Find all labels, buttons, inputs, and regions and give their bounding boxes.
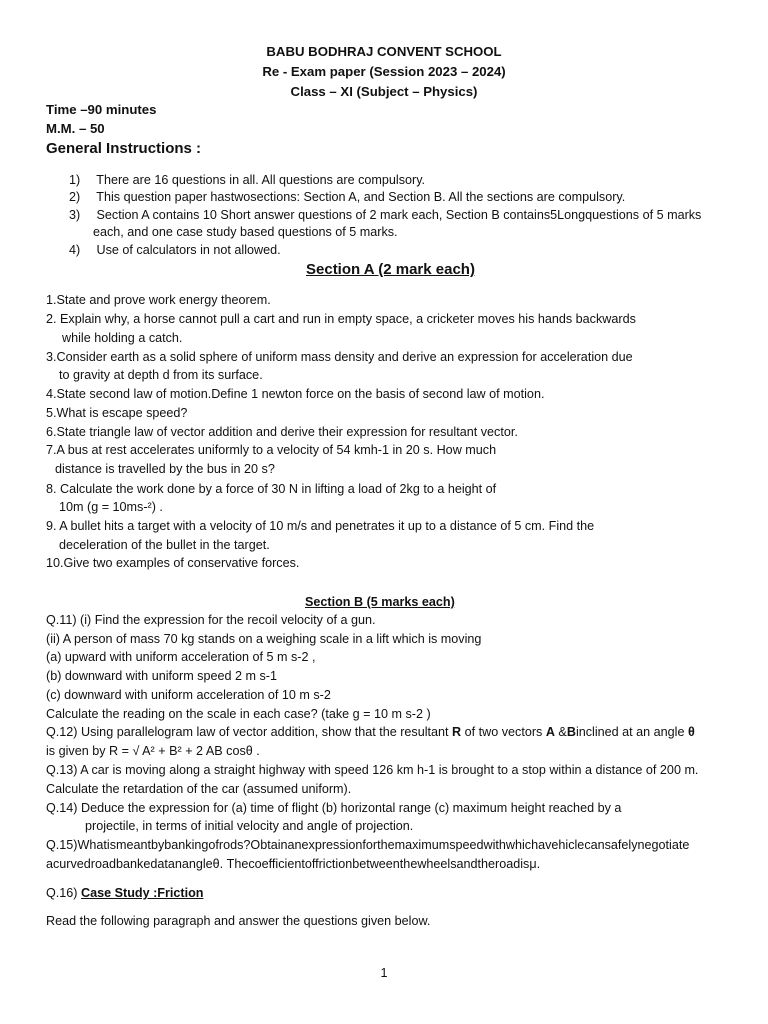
- instruction-text-continued: each, and one case study based questions of 5 marks.: [93, 225, 398, 239]
- q12-text: of two vectors: [461, 725, 546, 739]
- question-line: acurvedroadbankedatanangleθ. Thecoefficientoffrictionbetweenthewheelsandtheroadisμ.: [46, 857, 541, 871]
- q12-text: &: [554, 725, 567, 739]
- school-name: BABU BODHRAJ CONVENT SCHOOL: [266, 44, 502, 59]
- q12-text: inclined at an angle: [575, 725, 688, 739]
- page-number: 1: [380, 966, 388, 980]
- class-subject: Class – XI (Subject – Physics): [290, 84, 478, 99]
- question-line: (b) downward with uniform speed 2 m s-1: [46, 669, 277, 683]
- instruction-number: 2): [69, 190, 81, 204]
- question-line: 2. Explain why, a horse cannot pull a cart and run in empty space, a cricketer moves his hands backwards: [46, 312, 636, 326]
- question-line: projectile, in terms of initial velocity and angle of projection.: [85, 819, 414, 833]
- instruction-number: 4): [69, 243, 81, 257]
- question-line: 10.Give two examples of conservative forces.: [46, 556, 300, 570]
- case-study-title: Case Study :Friction: [81, 886, 204, 900]
- vector-b: B: [566, 725, 576, 739]
- instruction-item: [69, 172, 425, 188]
- question-line: Q.15)Whatismeantbybankingofrods?Obtainanexpressionforthemaximumspeedwithwhichavehiclecansafelynegotiate: [46, 838, 690, 852]
- question-line: (ii) A person of mass 70 kg stands on a weighing scale in a lift which is moving: [46, 632, 482, 646]
- question-line: 8. Calculate the work done by a force of 30 N in lifting a load of 2kg to a height of: [46, 482, 497, 496]
- case-study-text: Read the following paragraph and answer the questions given below.: [46, 914, 431, 928]
- question-line: Calculate the retardation of the car (assumed uniform).: [46, 782, 352, 796]
- resultant-formula: is given by R = √ A² + B² + 2 AB cos: [46, 744, 246, 758]
- question-line: 6.State triangle law of vector addition and derive their expression for resultant vector.: [46, 425, 518, 439]
- question-line: 1.State and prove work energy theorem.: [46, 293, 271, 307]
- question-line: 4.State second law of motion.Define 1 newton force on the basis of second law of motion.: [46, 387, 545, 401]
- question-line: to gravity at depth d from its surface.: [59, 368, 263, 382]
- instruction-item: [69, 189, 625, 205]
- question-line: deceleration of the bullet in the target.: [59, 538, 270, 552]
- section-a-title: Section A (2 mark each): [306, 261, 475, 278]
- vector-a: A: [545, 725, 555, 739]
- instruction-number: 1): [69, 173, 81, 187]
- question-line: Q.13) A car is moving along a straight highway with speed 126 km h-1 is brought to a stop within a distance of 200 m.: [46, 763, 699, 777]
- question-line: 3.Consider earth as a solid sphere of uniform mass density and derive an expression for acceleration due: [46, 350, 633, 364]
- exam-title: Re - Exam paper (Session 2023 – 2024): [262, 64, 506, 79]
- instruction-text: Section A contains 10 Short answer questions of 2 mark each, Section B contains5Longquestions of 5 marks: [96, 208, 702, 222]
- question-line: 7.A bus at rest accelerates uniformly to a velocity of 54 kmh-1 in 20 s. How much: [46, 443, 497, 457]
- angle-theta: θ: [687, 725, 695, 739]
- question-line: Q.14) Deduce the expression for (a) time of flight (b) horizontal range (c) maximum height reached by a: [46, 801, 622, 815]
- angle-theta: θ: [245, 744, 253, 758]
- question-line: Calculate the reading on the scale in each case? (take g = 10 m s-2 ): [46, 707, 431, 721]
- section-b-title: Section B (5 marks each): [305, 595, 455, 609]
- max-marks: M.M. – 50: [46, 121, 105, 136]
- instruction-number: 3): [69, 208, 81, 222]
- question-line: distance is travelled by the bus in 20 s?: [55, 462, 275, 476]
- vector-r: R: [452, 725, 462, 739]
- question-line: (c) downward with uniform acceleration of 10 m s-2: [46, 688, 331, 702]
- q16-prefix: Q.16): [46, 886, 81, 900]
- question-line: while holding a catch.: [62, 331, 183, 345]
- instructions-title: General Instructions :: [46, 140, 202, 157]
- question-line: 5.What is escape speed?: [46, 406, 188, 420]
- exam-time: Time –90 minutes: [46, 102, 157, 117]
- instruction-item: [69, 207, 701, 223]
- question-line: 10m (g = 10ms-²) .: [59, 500, 163, 514]
- question-line: Q.11) (i) Find the expression for the recoil velocity of a gun.: [46, 613, 376, 627]
- instruction-text: Use of calculators in not allowed.: [96, 243, 281, 257]
- instruction-text: There are 16 questions in all. All questions are compulsory.: [96, 173, 426, 187]
- instruction-item: [69, 242, 281, 258]
- question-line-q12-formula: [46, 743, 260, 759]
- instruction-text: This question paper hastwosections: Section A, and Section B. All the sections are compulsory.: [96, 190, 626, 204]
- q12-text: Q.12) Using parallelogram law of vector addition, show that the resultant: [46, 725, 453, 739]
- formula-end: .: [252, 744, 260, 758]
- question-line-q16: [46, 885, 203, 901]
- question-line-q12: [46, 724, 695, 740]
- question-line: 9. A bullet hits a target with a velocity of 10 m/s and penetrates it up to a distance of 5 cm. Find the: [46, 519, 595, 533]
- question-line: (a) upward with uniform acceleration of 5 m s-2 ,: [46, 650, 316, 664]
